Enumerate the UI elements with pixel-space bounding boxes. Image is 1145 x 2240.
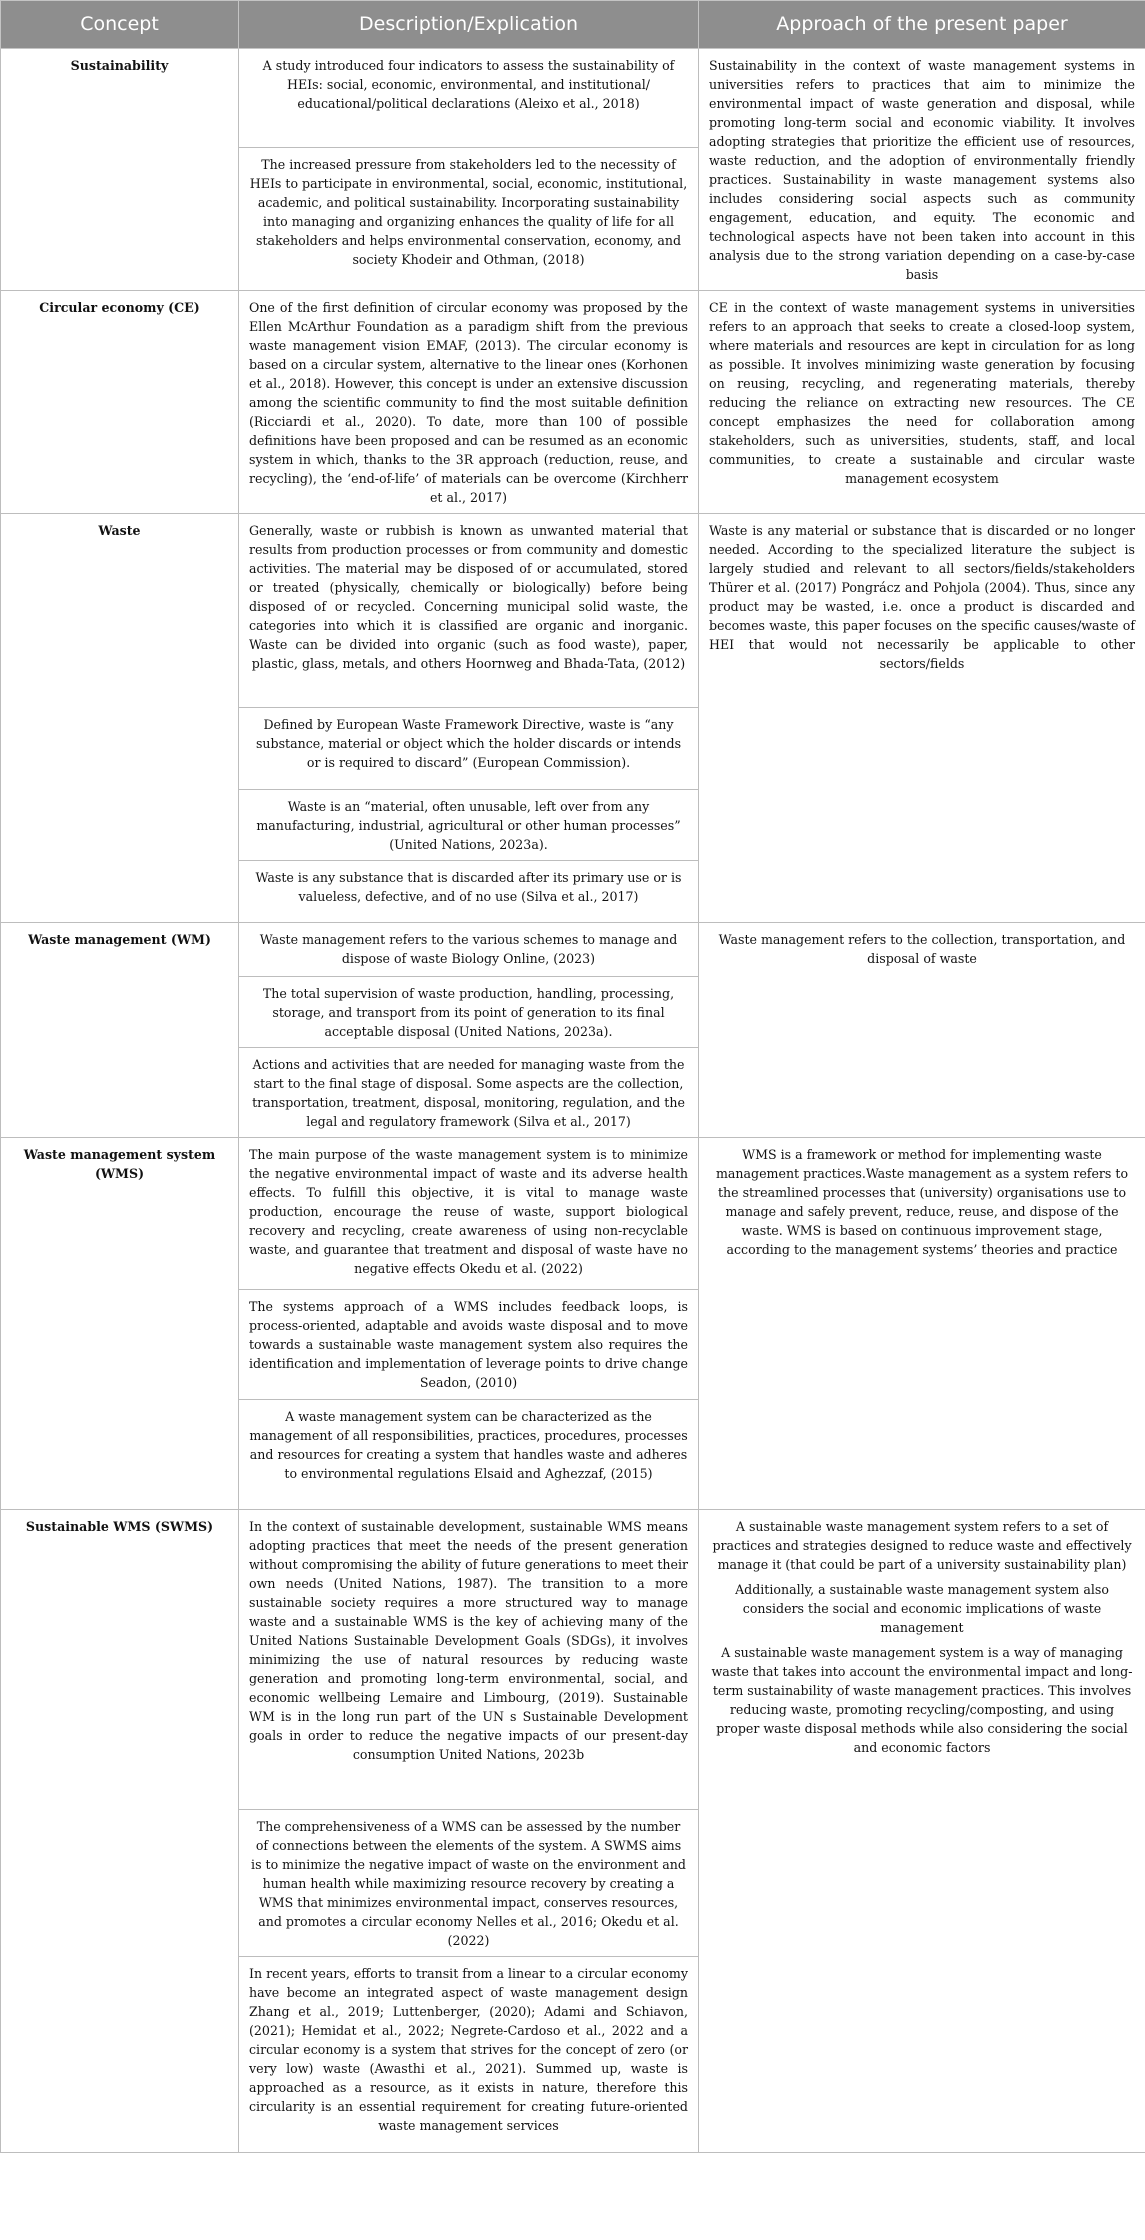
description-cell: A study introduced four indicators to assess the sustainability of HEIs: social, economic, environmental, and institutional/ educational/political declarations (Aleixo et al., 2018) — [239, 49, 699, 148]
description-cell: The main purpose of the waste management system is to minimize the negative environmental impact of waste and its adverse health effects. To fulfill this objective, it is vital to manage waste production, encourage the reuse of waste, support biological recovery and recycling, create awareness of using non-recyclable waste, and guarantee that treatment and disposal of waste have no negative effects Okedu et al. (2022) — [239, 1138, 699, 1290]
description-cell: In the context of sustainable development, sustainable WMS means adopting practices that meet the needs of the present generation without compromising the ability of future generations to meet their own needs (United Nations, 1987). The transition to a more sustainable society requires a more structured way to manage waste and a sustainable WMS is the key of achieving many of the United Nations Sustainable Development Goals (SDGs), it involves minimizing the use of natural resources by reducing waste generation and promoting long-term environmental, social, and economic wellbeing Lemaire and Limbourg, (2019). Sustainable WM is in the long run part of the UN s Sustainable Development goals in order to reduce the negative impacts of our present-day consumption United Nations, 2023b — [239, 1510, 699, 1810]
description-cell: The comprehensiveness of a WMS can be assessed by the number of connections between the elements of the system. A SWMS aims is to minimize the negative impact of waste on the environment and human health while maximizing resource recovery by creating a WMS that minimizes environmental impact, conserves resources, and promotes a circular economy Nelles et al., 2016; Okedu et al. (2022) — [239, 1810, 699, 1957]
description-cell: Generally, waste or rubbish is known as unwanted material that results from production processes or from community and domestic activities. The material may be disposed of or accumulated, stored or treated (physically, chemically or biologically) before being disposed of or recycled. Concerning municipal solid waste, the categories into which it is classified are organic and inorganic. Waste can be divided into organic (such as food waste), paper, plastic, glass, metals, and others Hoornweg and Bhada-Tata, (2012) — [239, 514, 699, 708]
header-row — [1, 1, 1145, 49]
concept-cell: Waste — [1, 514, 239, 923]
approach-paragraph: Additionally, a sustainable waste management system also considers the social and economic implications of waste management — [735, 1582, 1109, 1635]
description-cell: Defined by European Waste Framework Directive, waste is “any substance, material or object which the holder discards or intends or is required to discard” (European Commission). — [239, 708, 699, 790]
approach-cell: Sustainability in the context of waste management systems in universities refers to practices that aim to minimize the environmental impact of waste generation and disposal, while promoting long-term social and economic viability. It involves adopting strategies that prioritize the efficient use of resources, waste reduction, and the adoption of environmentally friendly practices. Sustainability in waste management systems also includes considering social aspects such as community engagement, education, and equity. The economic and technological aspects have not been taken into account in this analysis due to the strong variation depending on a case-by-case basis — [699, 49, 1145, 291]
header-approach: Approach of the present paper — [699, 1, 1145, 49]
table-row — [1, 1510, 1145, 1810]
description-cell: In recent years, efforts to transit from a linear to a circular economy have become an integrated aspect of waste management design Zhang et al., 2019; Luttenberger, (2020); Adami and Schiavon, (2021); Hemidat et al., 2022; Negrete-Cardoso et al., 2022 and a circular economy is a system that strives for the concept of zero (or very low) waste (Awasthi et al., 2021). Summed up, waste is approached as a resource, as it exists in nature, therefore this circularity is an essential requirement for creating future-oriented waste management services — [239, 1957, 699, 2153]
description-cell: Waste is any substance that is discarded after its primary use or is valueless, defective, and of no use (Silva et al., 2017) — [239, 861, 699, 923]
description-cell: Waste management refers to the various schemes to manage and dispose of waste Biology Online, (2023) — [239, 923, 699, 977]
approach-paragraph: A sustainable waste management system is a way of managing waste that takes into account the environmental impact and long-term sustainability of waste management practices. This involves reducing waste, promoting recycling/composting, and using proper waste disposal methods while also considering the social and economic factors — [711, 1645, 1133, 1755]
approach-cell: Waste is any material or substance that is discarded or no longer needed. According to the specialized literature the subject is largely studied and relevant to all sectors/fields/stakeholders Thürer et al. (2017) Pongrácz and Pohjola (2004). Thus, since any product may be wasted, i.e. once a product is discarded and becomes waste, this paper focuses on the specific causes/waste of HEI that would not necessarily be applicable to other sectors/fields — [699, 514, 1145, 923]
table-row — [1, 514, 1145, 708]
concept-cell: Waste management system (WMS) — [1, 1138, 239, 1510]
table-row — [1, 291, 1145, 514]
table-row — [1, 923, 1145, 977]
approach-cell: WMS is a framework or method for implementing waste management practices.Waste management as a system refers to the streamlined processes that (university) organisations use to manage and safely prevent, reduce, reuse, and dispose of the waste. WMS is based on continuous improvement stage, according to the management systems’ theories and practice — [699, 1138, 1145, 1510]
description-cell: Waste is an “material, often unusable, left over from any manufacturing, industrial, agricultural or other human processes” (United Nations, 2023a). — [239, 790, 699, 861]
table-row — [1, 49, 1145, 148]
description-cell: The increased pressure from stakeholders led to the necessity of HEIs to participate in environmental, social, economic, institutional, academic, and political sustainability. Incorporating sustainability into managing and organizing enhances the quality of life for all stakeholders and helps environmental conservation, economy, and society Khodeir and Othman, (2018) — [239, 147, 699, 290]
description-cell: A waste management system can be characterized as the management of all responsibilities, practices, procedures, processes and resources for creating a system that handles waste and adheres to environmental regulations Elsaid and Aghezzaf, (2015) — [239, 1400, 699, 1510]
concept-cell: Sustainable WMS (SWMS) — [1, 1510, 239, 2153]
description-cell: One of the first definition of circular economy was proposed by the Ellen McArthur Foundation as a paradigm shift from the previous waste management vision EMAF, (2013). The circular economy is based on a circular system, alternative to the linear ones (Korhonen et al., 2018). However, this concept is under an extensive discussion among the scientific community to find the most suitable definition (Ricciardi et al., 2020). To date, more than 100 of possible definitions have been proposed and can be resumed as an economic system in which, thanks to the 3R approach (reduction, reuse, and recycling), the ‘end-of-life’ of materials can be overcome (Kirchherr et al., 2017) — [239, 291, 699, 514]
description-cell: The total supervision of waste production, handling, processing, storage, and transport from its point of generation to its final acceptable disposal (United Nations, 2023a). — [239, 977, 699, 1048]
header-description: Description/Explication — [239, 1, 699, 49]
concept-cell: Sustainability — [1, 49, 239, 291]
description-cell: The systems approach of a WMS includes feedback loops, is process-oriented, adaptable and avoids waste disposal and to move towards a sustainable waste management system also requires the identification and implementation of leverage points to drive change Seadon, (2010) — [239, 1290, 699, 1400]
approach-cell: CE in the context of waste management systems in universities refers to an approach that seeks to create a closed-loop system, where materials and resources are kept in circulation for as long as possible. It involves minimizing waste generation by focusing on reusing, recycling, and regenerating materials, thereby reducing the reliance on extracting new resources. The CE concept emphasizes the need for collaboration among stakeholders, such as universities, students, staff, and local communities, to create a sustainable and circular waste management ecosystem — [699, 291, 1145, 514]
description-cell: Actions and activities that are needed for managing waste from the start to the final stage of disposal. Some aspects are the collection, transportation, treatment, disposal, monitoring, regulation, and the legal and regulatory framework (Silva et al., 2017) — [239, 1048, 699, 1138]
approach-cell: Waste management refers to the collection, transportation, and disposal of waste — [699, 923, 1145, 1138]
approach-cell — [699, 1510, 1145, 2153]
approach-paragraph: A sustainable waste management system refers to a set of practices and strategies designed to reduce waste and effectively manage it (that could be part of a university sustainability plan) — [712, 1519, 1132, 1572]
table-row — [1, 1138, 1145, 1290]
header-concept: Concept — [1, 1, 239, 49]
concept-cell: Circular economy (CE) — [1, 291, 239, 514]
concept-cell: Waste management (WM) — [1, 923, 239, 1138]
